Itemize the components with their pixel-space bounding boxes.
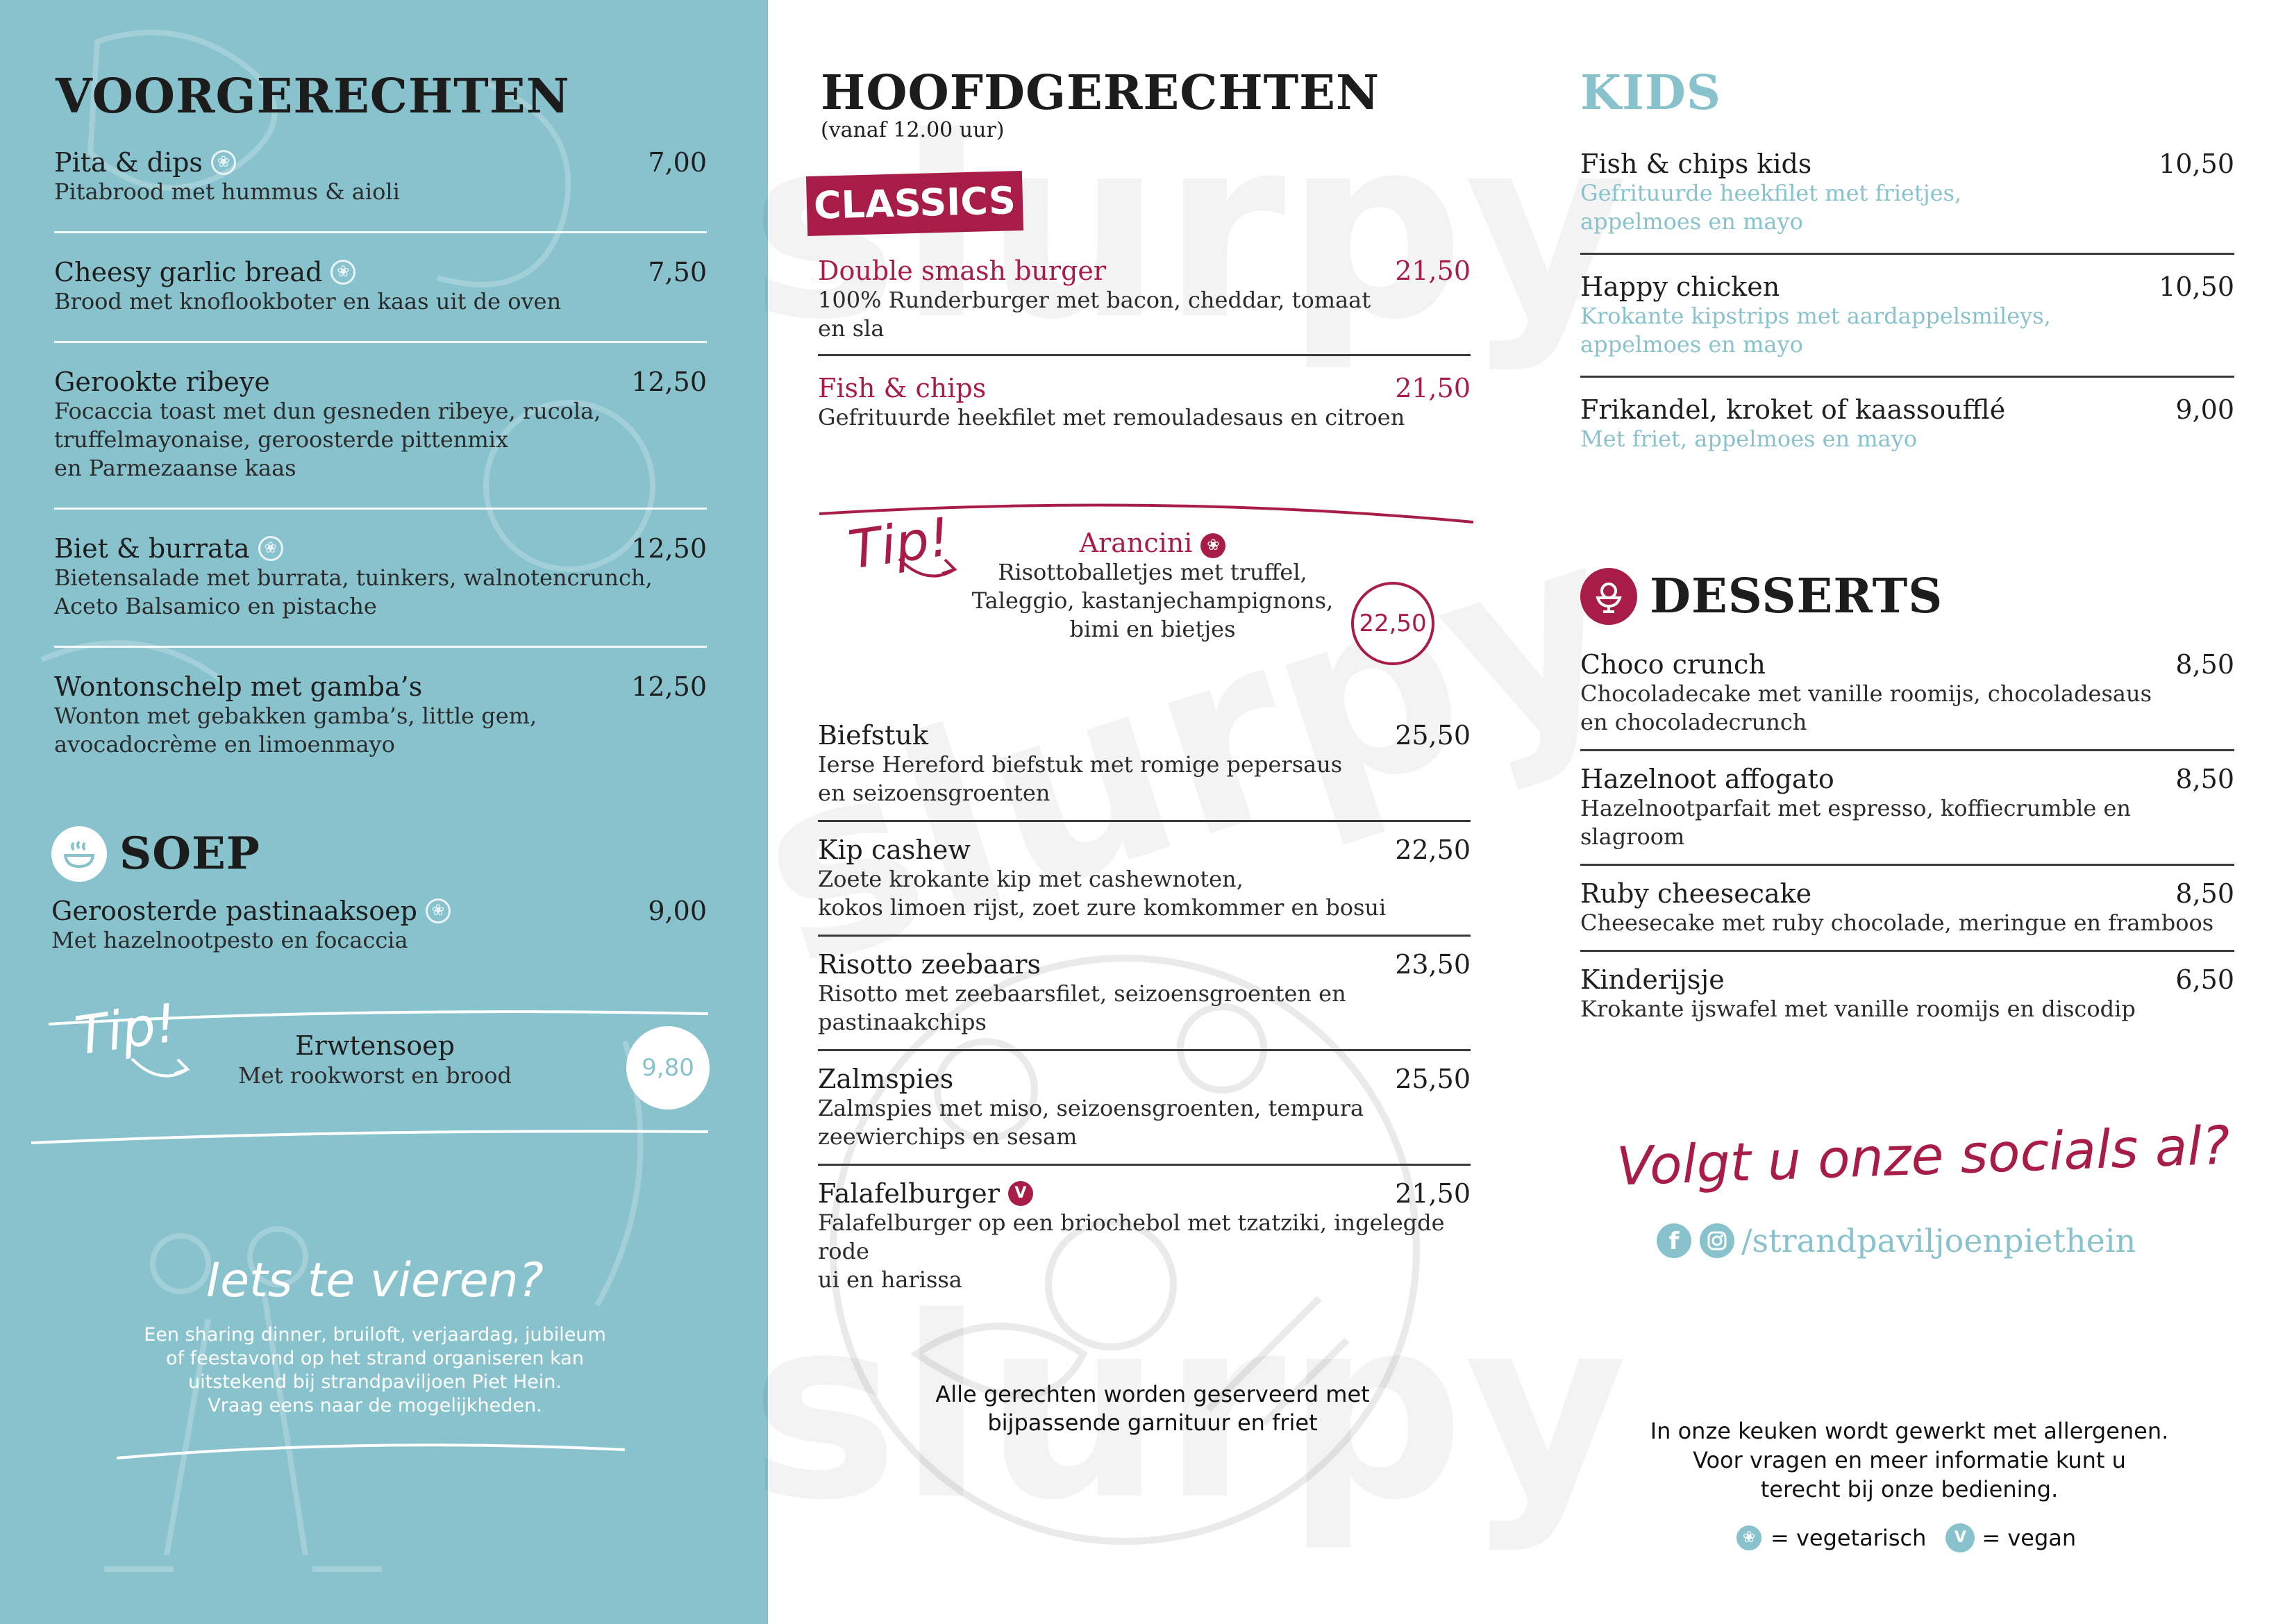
menu-item-header (54, 533, 707, 564)
symbol-legend (1734, 1523, 2076, 1552)
section-title-kids: KIDS (1580, 65, 1721, 121)
menu-item-price: 21,50 (1395, 256, 1471, 286)
menu-item-description: zeewierchips en sesam (818, 1123, 1078, 1150)
menu-item-description: ui en harissa (818, 1266, 962, 1293)
voorgerechten-list (54, 147, 707, 759)
menu-item-name: Hazelnoot affogato (1580, 764, 1834, 794)
garnish-note (840, 1380, 1465, 1437)
arancini-desc-line: bimi en bietjes (1069, 616, 1236, 642)
menu-item-description: appelmoes en mayo (1580, 331, 1803, 358)
menu-item-name: Fish & chips kids (1580, 149, 1812, 179)
menu-item-description: Chocoladecake met vanille roomijs, chocoladesaus (1580, 680, 2152, 707)
menu-item-name: Biefstuk (818, 720, 928, 751)
legend-vegan-label: = vegan (1982, 1525, 2077, 1551)
menu-item-price: 23,50 (1395, 949, 1471, 980)
menu-item-price: 25,50 (1395, 1064, 1471, 1094)
menu-item-description: Ierse Hereford biefstuk met romige pepersaus (818, 751, 1343, 778)
menu-item-description: Aceto Balsamico en pistache (54, 593, 377, 619)
menu-item-name: Frikandel, kroket of kaassoufflé (1580, 394, 2006, 425)
menu-item-price: 8,50 (2175, 878, 2234, 909)
erwtensoep-name: Erwtensoep (295, 1030, 455, 1061)
menu-item-header (1580, 149, 2234, 179)
menu-item-header (818, 373, 1471, 403)
iets-te-vieren-title: Iets te vieren? (206, 1253, 544, 1308)
vegetarian-icon: ❀ (330, 260, 355, 285)
menu-item (818, 720, 1471, 807)
menu-item (818, 1166, 1471, 1294)
menu-item-name: Kip cashew (818, 835, 971, 865)
menu-item (1580, 952, 2234, 1023)
menu-item-name: Fish & chips (818, 373, 987, 403)
menu-item (54, 648, 707, 759)
menu-item-description: 100% Runderburger met bacon, cheddar, tomaat (818, 287, 1371, 313)
iets-te-vieren-line: uitstekend bij strandpaviljoen Piet Hein. (188, 1371, 562, 1393)
ice-cream-icon (1580, 568, 1637, 625)
menu-item-description: Gefrituurde heekfilet met frietjes, (1580, 180, 1962, 206)
menu-item-description: Zalmspies met miso, seizoensgroenten, tempura (818, 1095, 1364, 1121)
soep-section (51, 826, 711, 882)
classics-label: CLASSICS (813, 178, 1016, 228)
menu-item-description: Risotto met zeebaarsfilet, seizoensgroenten en (818, 980, 1346, 1007)
menu-item-description: en Parmezaanse kaas (54, 455, 296, 481)
menu-item-name: Choco crunch (1580, 649, 1766, 680)
menu-item-name: Kinderijsje (1580, 964, 1725, 995)
menu-item-price: 9,00 (648, 896, 707, 926)
menu-item-name: Gerookte ribeye (54, 367, 270, 397)
menu-item-header (1580, 649, 2234, 680)
garnish-note-line: Alle gerechten worden geserveerd met (935, 1381, 1370, 1407)
menu-item-description: Hazelnootparfait met espresso, koffiecrumble en (1580, 795, 2132, 821)
menu-item-price: 7,00 (648, 147, 707, 178)
kids-list (1580, 149, 2234, 453)
menu-item-header (54, 257, 707, 287)
menu-item-header (54, 367, 707, 397)
menu-item-header (1580, 964, 2234, 995)
hoofdgerechten-list (818, 720, 1471, 1294)
menu-item (54, 233, 707, 316)
menu-item (54, 343, 707, 483)
menu-item-header (818, 835, 1471, 865)
vegetarian-icon: ❀ (211, 150, 236, 175)
menu-item-description: en seizoensgroenten (818, 780, 1051, 806)
socials-title: Volgt u onze socials al? (1615, 1114, 2232, 1198)
menu-item-description: Krokante kipstrips met aardappelsmileys, (1580, 303, 2051, 329)
erwtensoep-price-badge: 9,80 (626, 1026, 710, 1110)
left-panel (0, 0, 768, 1624)
menu-item-header (1580, 271, 2234, 302)
desserts-section (1580, 568, 2240, 625)
menu-item-name: Risotto zeebaars (818, 949, 1041, 980)
menu-item-price: 9,00 (2175, 394, 2234, 425)
iets-te-vieren-line: Vraag eens naar de mogelijkheden. (208, 1395, 542, 1416)
hoofdgerechten-subtitle: (vanaf 12.00 uur) (821, 118, 1005, 142)
vegan-icon: V (1008, 1181, 1033, 1206)
menu-item-name: Biet & burrata (54, 533, 250, 564)
menu-item-price: 10,50 (2159, 149, 2234, 179)
menu-item-description: Wonton met gebakken gamba’s, little gem, (54, 703, 537, 729)
menu-item-description: pastinaakchips (818, 1009, 987, 1035)
soup-bowl-icon (51, 826, 107, 882)
menu-item-description: Pitabrood met hummus & aioli (54, 178, 400, 205)
menu-item-price: 8,50 (2175, 764, 2234, 794)
menu-item (1580, 378, 2234, 453)
legend-vegetarian-label: = vegetarisch (1771, 1525, 1927, 1551)
menu-item-description: appelmoes en mayo (1580, 208, 1803, 235)
section-title-soep: SOEP (119, 828, 260, 880)
arancini-tip (951, 528, 1354, 644)
menu-item-name: Double smash burger (818, 256, 1107, 286)
vieren-underline (0, 1430, 768, 1472)
kids-section (1580, 65, 2240, 121)
menu-item (818, 937, 1471, 1037)
menu-item-header (54, 671, 707, 702)
menu-item-description: Cheesecake met ruby chocolade, meringue en framboos (1580, 910, 2214, 936)
menu-item-name: Zalmspies (818, 1064, 954, 1094)
tip-label-erwtensoep: Tip! (71, 991, 181, 1067)
section-title-hoofdgerechten: HOOFDGERECHTEN (821, 65, 1380, 121)
menu-item-description: slagroom (1580, 823, 1685, 850)
arancini-price-badge: 22,50 (1351, 582, 1434, 665)
menu-item-price: 12,50 (631, 671, 707, 702)
iets-te-vieren-line: of feestavond op het strand organiseren kan (166, 1348, 584, 1369)
hoofdgerechten-section (821, 65, 1480, 142)
iets-te-vieren-section (83, 1250, 667, 1418)
menu-item-description: Krokante ijswafel met vanille roomijs en discodip (1580, 996, 2136, 1022)
menu-item-description: kokos limoen rijst, zoet zure komkommer en bosui (818, 894, 1387, 921)
menu-item-header (818, 1064, 1471, 1094)
menu-item-header (818, 720, 1471, 751)
section-title-voorgerechten: VOORGERECHTEN (56, 69, 570, 124)
vegan-icon: V (1945, 1523, 1975, 1552)
menu-item-name: Ruby cheesecake (1580, 878, 1812, 909)
menu-item-header (1580, 878, 2234, 909)
menu-item-description: Bietensalade met burrata, tuinkers, walnotencrunch, (54, 564, 653, 591)
menu-item (818, 822, 1471, 922)
allergen-note-line: Voor vragen en meer informatie kunt u (1693, 1447, 2126, 1473)
menu-item-description: avocadocrème en limoenmayo (54, 731, 395, 757)
classics-list (818, 256, 1471, 432)
iets-te-vieren-line: Een sharing dinner, bruiloft, verjaardag, jubileum (144, 1324, 606, 1346)
vegetarian-icon: ❀ (426, 898, 451, 923)
instagram-icon[interactable] (1700, 1223, 1734, 1258)
menu-item-name: Pita & dips (54, 147, 203, 178)
menu-item-price: 6,50 (2175, 964, 2234, 995)
arancini-desc (951, 558, 1354, 644)
soep-list (51, 896, 707, 955)
menu-item-description: Zoete krokante kip met cashewnoten, (818, 866, 1244, 892)
vegetarian-icon: ❀ (1734, 1523, 1764, 1552)
menu-item-description: Brood met knoflookboter en kaas uit de oven (54, 288, 562, 315)
social-handle[interactable]: /strandpaviljoenpiethein (1741, 1222, 2136, 1259)
menu-item-price: 22,50 (1395, 835, 1471, 865)
menu-item (1580, 751, 2234, 851)
menu-item-description: en sla (818, 315, 885, 342)
facebook-icon[interactable]: f (1657, 1223, 1691, 1258)
menu-item-header (818, 1178, 1471, 1209)
garnish-note-line: bijpassende garnituur en friet (987, 1409, 1318, 1436)
menu-item-name: Falafelburger (818, 1178, 1000, 1209)
vegetarian-icon: ❀ (258, 536, 283, 561)
menu-item (818, 356, 1471, 432)
menu-item-price: 10,50 (2159, 271, 2234, 302)
allergen-note (1597, 1416, 2222, 1504)
section-title-desserts: DESSERTS (1650, 569, 1943, 624)
erwtensoep-desc: Met rookworst en brood (238, 1062, 512, 1089)
menu-item-name: Geroosterde pastinaaksoep (51, 896, 417, 926)
menu-item-description: truffelmayonaise, geroosterde pittenmix (54, 426, 509, 453)
menu-item-name: Cheesy garlic bread (54, 257, 323, 287)
menu-item-description: en chocoladecrunch (1580, 709, 1807, 735)
menu-item-header (51, 896, 707, 926)
menu-item-header (818, 949, 1471, 980)
erwtensoep-tip (208, 1030, 542, 1090)
menu-item (1580, 149, 2234, 236)
menu-item (54, 510, 707, 621)
menu-item-price: 21,50 (1395, 373, 1471, 403)
menu-item-header (1580, 764, 2234, 794)
menu-item-description: Met friet, appelmoes en mayo (1580, 426, 1918, 452)
desserts-list (1580, 649, 2234, 1023)
menu-item-price: 8,50 (2175, 649, 2234, 680)
allergen-note-line: terecht bij onze bediening. (1760, 1476, 2059, 1502)
menu-item-description: Falafelburger op een briochebol met tzatziki, ingelegde rode (818, 1209, 1445, 1264)
menu-item-description: Met hazelnootpesto en focaccia (51, 927, 408, 953)
menu-item-name: Happy chicken (1580, 271, 1780, 302)
vegetarian-icon: ❀ (1200, 533, 1225, 558)
menu-item-price: 7,50 (648, 257, 707, 287)
menu-item-price: 25,50 (1395, 720, 1471, 751)
allergen-note-line: In onze keuken wordt gewerkt met allergenen. (1650, 1418, 2169, 1444)
socials-row (1657, 1222, 2136, 1259)
menu-item (54, 147, 707, 206)
menu-item-header (54, 147, 707, 178)
menu-item-description: Focaccia toast met dun gesneden ribeye, rucola, (54, 398, 601, 424)
menu-item-price: 21,50 (1395, 1178, 1471, 1209)
menu-item-header (1580, 394, 2234, 425)
arancini-name: Arancini (1079, 528, 1193, 558)
menu-item-header (818, 256, 1471, 286)
menu-item-price: 12,50 (631, 533, 707, 564)
tip-label-arancini: Tip! (844, 505, 954, 581)
menu-item (51, 896, 707, 955)
arancini-desc-line: Taleggio, kastanjechampignons, (971, 587, 1334, 614)
menu-item (818, 1051, 1471, 1151)
iets-te-vieren-text (83, 1323, 667, 1418)
arancini-desc-line: Risottoballetjes met truffel, (998, 559, 1307, 585)
menu-item-name: Wontonschelp met gamba’s (54, 671, 423, 702)
menu-item-description: Gefrituurde heekfilet met remouladesaus en citroen (818, 404, 1405, 430)
menu-item (1580, 255, 2234, 359)
menu-item (818, 256, 1471, 343)
voorgerechten-section (56, 69, 708, 124)
menu-item (1580, 866, 2234, 937)
menu-item (1580, 649, 2234, 737)
classics-banner (806, 171, 1023, 236)
menu-item-price: 12,50 (631, 367, 707, 397)
